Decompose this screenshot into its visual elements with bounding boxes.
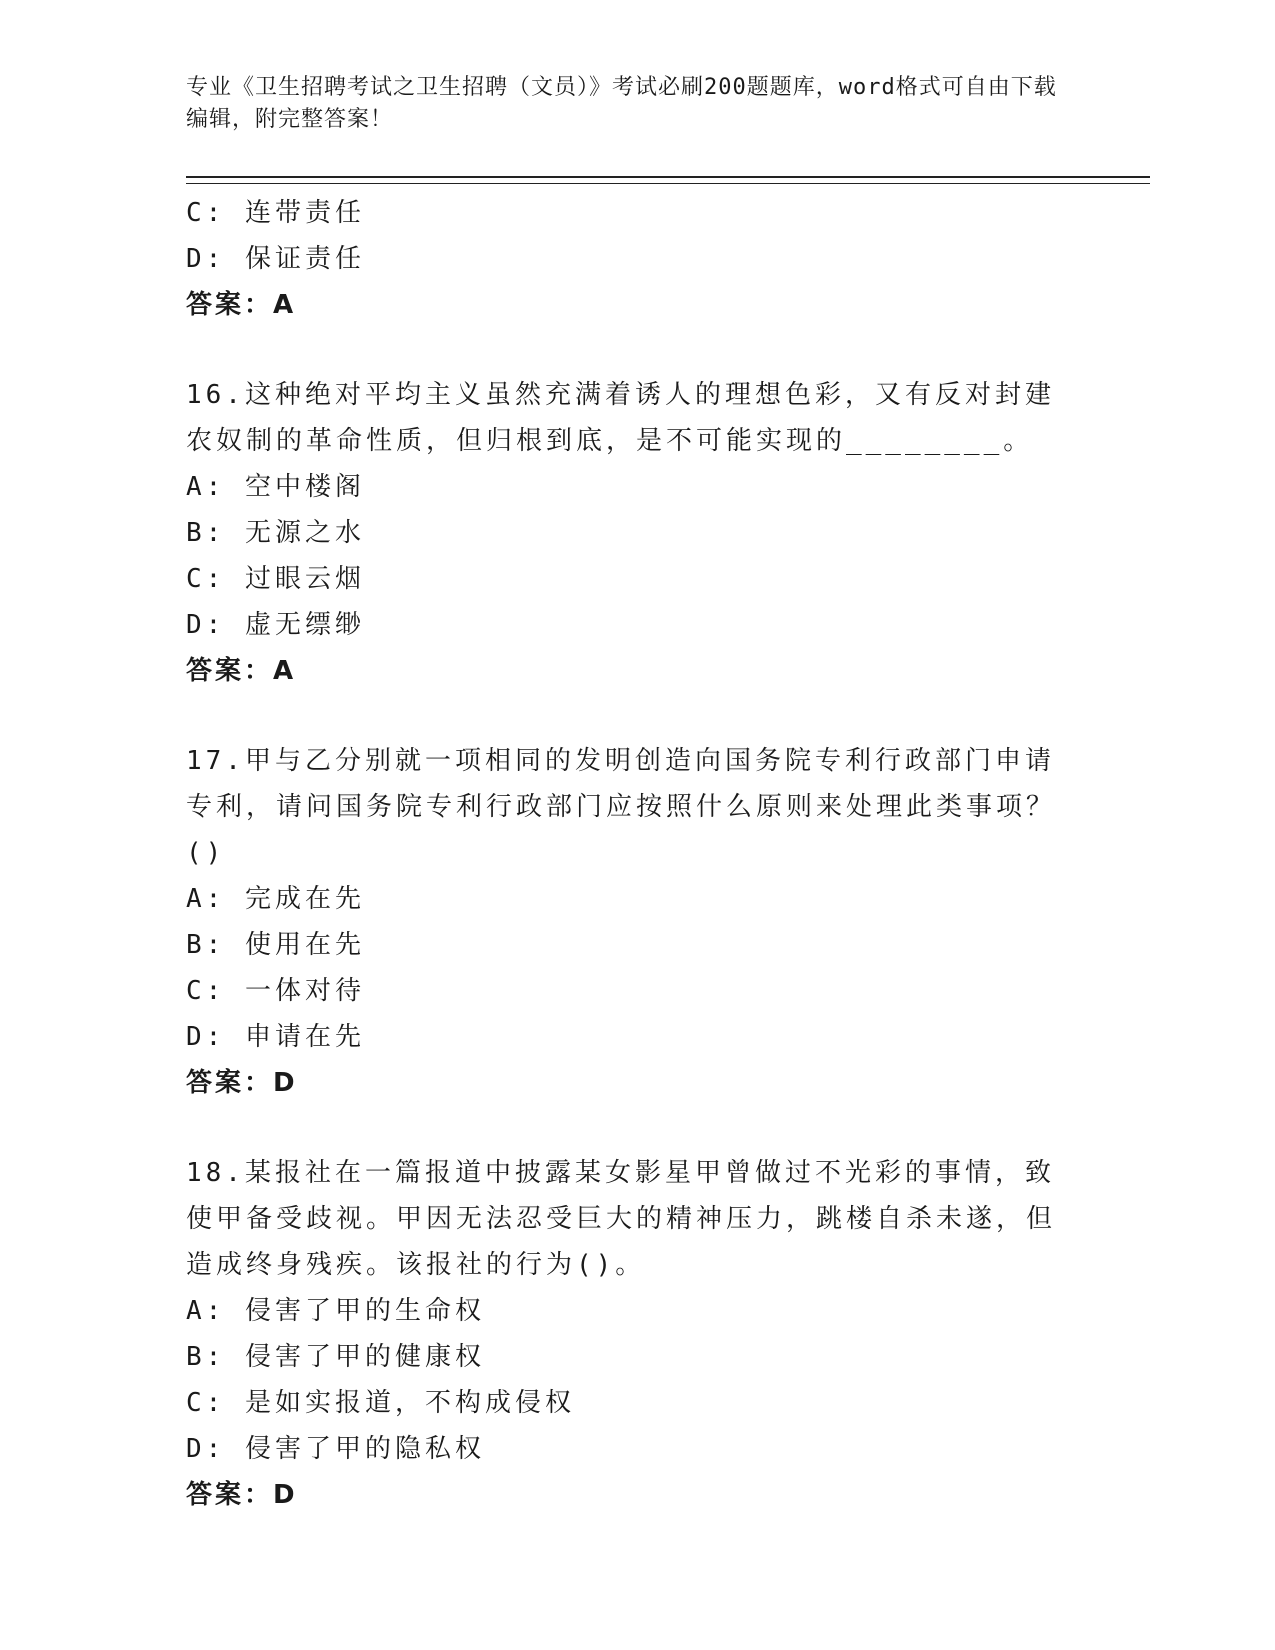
option-text: 虚无缥缈 [244, 610, 365, 640]
option-a [186, 1288, 1076, 1334]
option-text: 完成在先 [244, 884, 365, 914]
option-d [186, 1014, 1076, 1060]
answer-line: 答案：A [186, 290, 297, 320]
option-label: B: [186, 1342, 226, 1372]
option-text: 一体对待 [244, 976, 365, 1006]
option-text: 侵害了甲的健康权 [244, 1342, 485, 1372]
option-text: 是如实报道，不构成侵权 [244, 1388, 575, 1418]
option-d [186, 236, 1076, 282]
option-label: C: [186, 198, 226, 228]
option-text: 保证责任 [244, 244, 365, 274]
option-c [186, 556, 1076, 602]
carryover-block [186, 190, 1076, 328]
option-label: A: [186, 472, 226, 502]
option-label: D: [186, 1434, 226, 1464]
option-text: 无源之水 [244, 518, 365, 548]
option-b [186, 510, 1076, 556]
option-label: D: [186, 610, 226, 640]
option-d [186, 602, 1076, 648]
header-divider [186, 176, 1150, 184]
answer-line: 答案：D [186, 1068, 298, 1098]
answer-line: 答案：D [186, 1480, 298, 1510]
question-stem: 18.某报社在一篇报道中披露某女影星甲曾做过不光彩的事情，致使甲备受歧视。甲因无法忍受巨大的精神压力，跳楼自杀未遂，但造成终身残疾。该报社的行为()。 [186, 1158, 1057, 1280]
option-label: C: [186, 1388, 226, 1418]
option-b [186, 1334, 1076, 1380]
question-stem: 17.甲与乙分别就一项相同的发明创造向国务院专利行政部门申请专利，请问国务院专利行政部门应按照什么原则来处理此类事项？() [186, 746, 1057, 868]
option-label: D: [186, 244, 226, 274]
page-header: 专业《卫生招聘考试之卫生招聘（文员）》考试必刷200题题库，word格式可自由下载编辑，附完整答案！ [186, 75, 1057, 132]
option-c [186, 968, 1076, 1014]
option-a [186, 876, 1076, 922]
option-a [186, 464, 1076, 510]
option-label: B: [186, 518, 226, 548]
question-16 [186, 372, 1076, 694]
option-text: 空中楼阁 [244, 472, 365, 502]
option-c [186, 1380, 1076, 1426]
option-d [186, 1426, 1076, 1472]
question-18 [186, 1150, 1076, 1518]
option-label: B: [186, 930, 226, 960]
question-17 [186, 738, 1076, 1106]
option-label: A: [186, 1296, 226, 1326]
option-b [186, 922, 1076, 968]
option-text: 连带责任 [244, 198, 365, 228]
document-body [186, 190, 1076, 1518]
option-text: 申请在先 [244, 1022, 365, 1052]
option-text: 侵害了甲的隐私权 [244, 1434, 485, 1464]
option-label: A: [186, 884, 226, 914]
option-label: D: [186, 1022, 226, 1052]
option-text: 使用在先 [244, 930, 365, 960]
question-stem: 16.这种绝对平均主义虽然充满着诱人的理想色彩，又有反对封建农奴制的革命性质，但归根到底，是不可能实现的________。 [186, 380, 1055, 456]
answer-line: 答案：A [186, 656, 297, 686]
option-label: C: [186, 564, 226, 594]
option-text: 侵害了甲的生命权 [244, 1296, 485, 1326]
option-c [186, 190, 1076, 236]
option-text: 过眼云烟 [244, 564, 365, 594]
option-label: C: [186, 976, 226, 1006]
